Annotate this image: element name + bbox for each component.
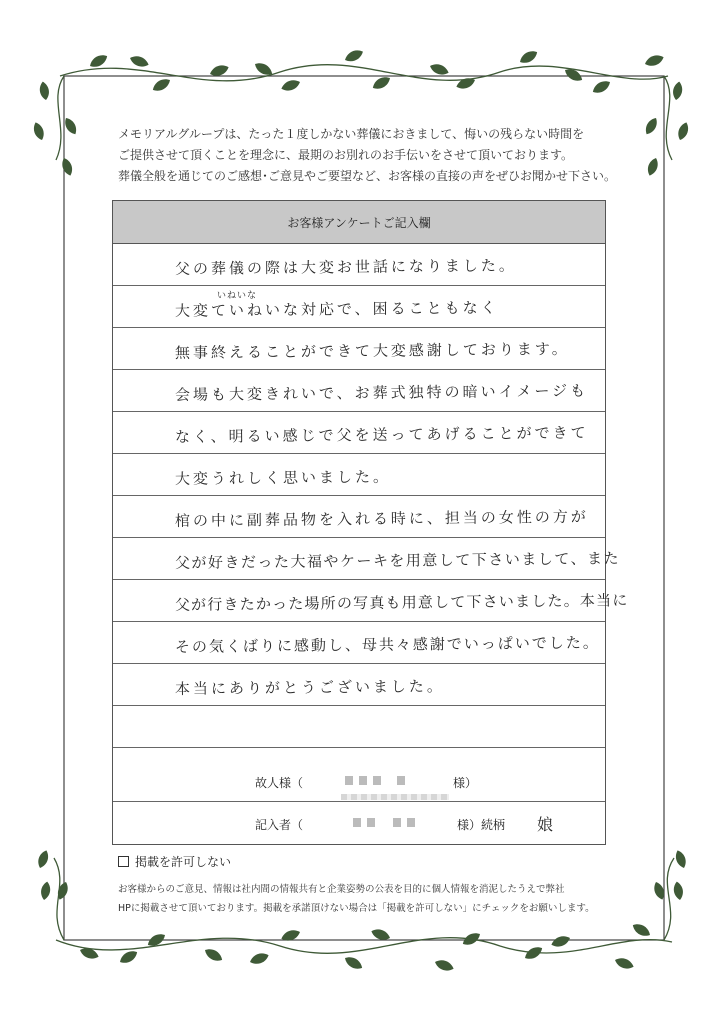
- leaf-icon: [370, 74, 392, 92]
- leaf-icon: [150, 76, 172, 94]
- handwriting-line: その気くばりに感動し、母共々感謝でいっぱいでした。: [174, 633, 600, 657]
- intro-text: [118, 124, 638, 187]
- permit-label: 掲載を許可しない: [135, 855, 232, 869]
- leaf-icon: [62, 116, 79, 137]
- comment-line: [113, 538, 621, 580]
- handwriting-line: 父の葬儀の際は大変お世話になりました。: [174, 256, 517, 279]
- leaf-icon: [88, 52, 110, 70]
- redacted-name: [345, 776, 405, 786]
- relation-handwritten: 娘: [537, 815, 554, 834]
- redacted-name: [353, 818, 415, 828]
- writer-suffix: 様）続柄: [457, 818, 506, 832]
- handwriting-line: 大変うれしく思いました。: [174, 467, 391, 489]
- redacted-blur: [341, 794, 449, 800]
- handwriting-line: 会場も大変きれいで、お葬式独特の暗いイメージも: [174, 381, 589, 405]
- leaf-icon: [31, 121, 46, 142]
- handwriting-line: 棺の中に副葬品物を入れる時に、担当の女性の方が: [174, 507, 589, 531]
- deceased-suffix: 様）: [453, 776, 478, 790]
- survey-sheet: [112, 200, 629, 845]
- vine-stem: [664, 76, 672, 160]
- permit-checkbox[interactable]: [118, 856, 129, 867]
- leaf-icon: [676, 121, 691, 142]
- privacy-notice: [118, 880, 608, 918]
- leaf-icon: [645, 156, 660, 177]
- leaf-icon: [36, 849, 51, 870]
- leaf-icon: [518, 48, 540, 66]
- intro-line-2: ご提供させて頂くことを理念に、最期のお別れのお手伝いをさせて頂いております。: [118, 148, 574, 162]
- notice-line-1: お客様からのご意見、情報は社内間の情報共有と企業姿勢の公表を目的に個人情報を消泥したうえで弊社: [118, 884, 565, 895]
- handwriting-line: 大変ていねいな対応で、困ることもなく: [174, 298, 499, 321]
- writer-label: 記入者（: [255, 818, 304, 832]
- comment-line: [113, 454, 605, 496]
- leaf-icon: [280, 78, 302, 94]
- leaf-icon: [590, 78, 612, 96]
- comment-line: [113, 496, 605, 538]
- intro-line-3: 葬儀全般を通じてのご感想･ご意見やご要望など、お客様の直接の声をぜひお聞かせ下さい。: [118, 169, 617, 183]
- leaf-icon: [203, 946, 225, 964]
- deceased-row: [113, 760, 605, 802]
- leaf-icon: [613, 956, 635, 972]
- vine-stem: [56, 76, 64, 160]
- writer-row: [113, 802, 605, 844]
- leaf-icon: [118, 948, 140, 966]
- deceased-label: 故人様（: [255, 776, 304, 790]
- permit-option[interactable]: [118, 853, 231, 870]
- comment-line: [113, 622, 605, 664]
- leaf-icon: [673, 849, 688, 870]
- comment-line-empty: [113, 706, 605, 748]
- comment-line: [113, 328, 605, 370]
- handwriting-line: 父が好きだった大福やケーキを用意して下さいまして、また: [174, 549, 621, 573]
- leaf-icon: [433, 958, 455, 974]
- handwriting-line: 本当にありがとうございました。: [174, 677, 445, 699]
- handwriting-line: なく、明るい感じで父を送ってあげることができて: [174, 423, 589, 447]
- comment-line: [113, 412, 605, 454]
- leaf-icon: [248, 951, 270, 967]
- comment-line: [113, 286, 605, 328]
- leaf-icon: [343, 47, 365, 64]
- handwriting-line: 無事終えることができて大変感謝しております。: [174, 339, 570, 363]
- comment-line: [113, 370, 605, 412]
- comment-line: [113, 244, 605, 286]
- leaf-icon: [40, 881, 52, 901]
- vine-stem: [54, 858, 64, 940]
- intro-line-1: メモリアルグループは、たった１度しかない葬儀におきまして、悔いの残らない時間を: [118, 127, 585, 141]
- notice-line-2: HPに掲載させて頂いております。掲載を承諾頂けない場合は「掲載を許可しない」にチェックをお願いします。: [118, 903, 595, 914]
- vine-stem: [664, 858, 674, 940]
- comment-line: [113, 664, 605, 706]
- leaf-icon: [672, 881, 684, 901]
- leaf-icon: [643, 53, 665, 69]
- sheet-title: お客様アンケートご記入欄: [113, 201, 605, 244]
- leaf-icon: [428, 62, 450, 78]
- leaf-icon: [672, 81, 684, 101]
- leaf-icon: [38, 81, 50, 101]
- leaf-icon: [550, 934, 572, 950]
- comment-line: [113, 580, 629, 622]
- leaf-icon: [280, 928, 302, 944]
- leaf-icon: [630, 921, 652, 939]
- leaf-icon: [455, 76, 477, 92]
- leaf-icon: [643, 116, 660, 137]
- leaf-icon: [60, 156, 75, 177]
- handwriting-insertion: いねいな: [217, 291, 258, 301]
- leaf-icon: [343, 954, 365, 972]
- handwriting-line: 父が行きたかった場所の写真も用意して下さいました。本当に: [174, 591, 629, 615]
- leaf-icon: [128, 54, 150, 70]
